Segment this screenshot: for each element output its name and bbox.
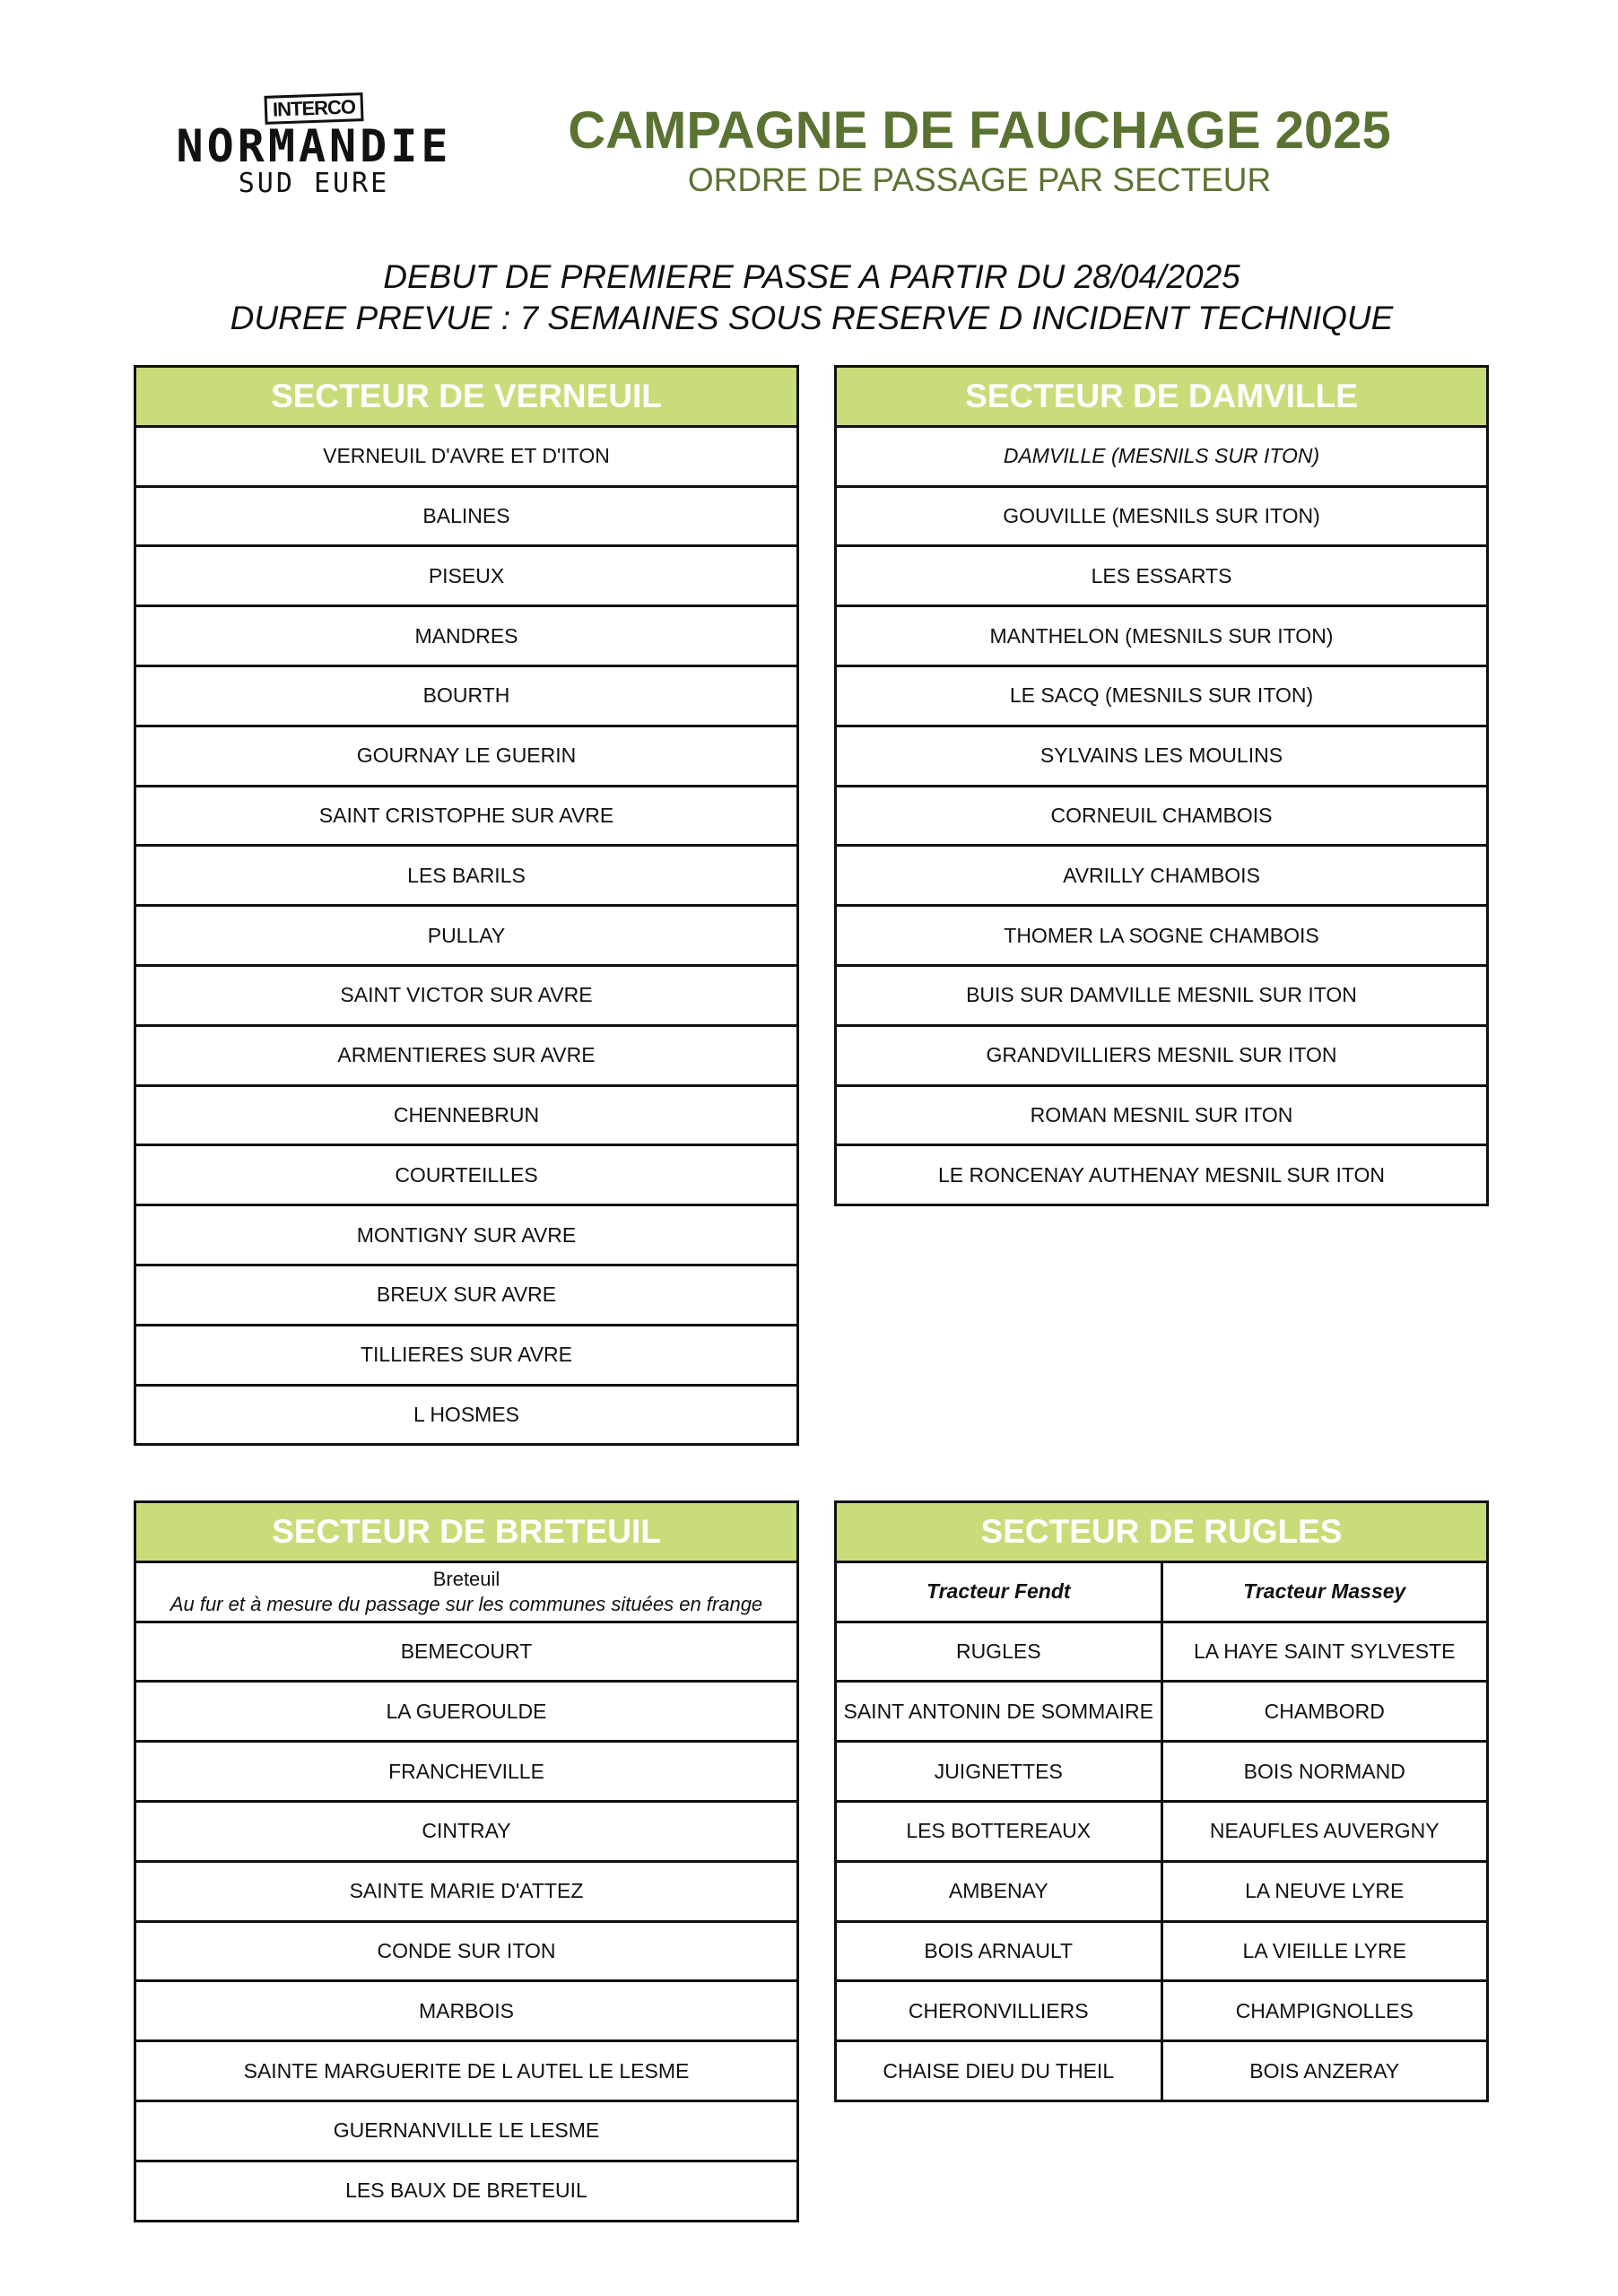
table-row	[836, 1622, 1488, 1682]
commune-cell: BOIS ANZERAY	[1161, 2041, 1488, 2101]
table-row	[836, 846, 1488, 906]
table-row	[135, 846, 798, 906]
table-row	[836, 1085, 1488, 1145]
commune-cell: FRANCHEVILLE	[135, 1742, 798, 1802]
column-header-massey: Tracteur Massey	[1161, 1561, 1488, 1622]
commune-cell: ROMAN MESNIL SUR ITON	[836, 1085, 1488, 1145]
logo-interco: INTERCO	[264, 92, 363, 125]
commune-cell: LA GUEROULDE	[135, 1682, 798, 1742]
table-row	[135, 1622, 798, 1682]
table-row	[135, 786, 798, 846]
commune-cell: MONTIGNY SUR AVRE	[135, 1205, 798, 1265]
commune-cell: LES BARILS	[135, 846, 798, 906]
table-row	[135, 1325, 798, 1385]
commune-cell: JUIGNETTES	[836, 1742, 1162, 1802]
commune-cell: CHAMBORD	[1161, 1682, 1488, 1742]
commune-cell: CHERONVILLIERS	[836, 1981, 1162, 2041]
table-row	[135, 2100, 798, 2161]
table-row	[836, 1861, 1488, 1921]
duration-line: DUREE PREVUE : 7 SEMAINES SOUS RESERVE D INCIDENT TECHNIQUE	[230, 300, 1394, 336]
start-date-line: DEBUT DE PREMIERE PASSE A PARTIR DU 28/04/2025	[383, 258, 1240, 295]
sector-header: SECTEUR DE RUGLES	[836, 1502, 1488, 1562]
table-damville	[834, 365, 1489, 1206]
commune-cell: GUERNANVILLE LE LESME	[135, 2100, 798, 2161]
table-row	[135, 2041, 798, 2101]
commune-cell: LA HAYE SAINT SYLVESTE	[1161, 1622, 1488, 1682]
table-breteuil	[134, 1500, 799, 2222]
commune-cell: CORNEUIL CHAMBOIS	[836, 786, 1488, 846]
commune-cell: L HOSMES	[135, 1385, 798, 1445]
table-row	[836, 665, 1488, 726]
table-row	[135, 426, 798, 486]
commune-cell: BOIS ARNAULT	[836, 1921, 1162, 1981]
table-row	[135, 1205, 798, 1265]
column-header-fendt: Tracteur Fendt	[836, 1561, 1162, 1622]
sector-header: SECTEUR DE VERNEUIL	[135, 367, 798, 427]
table-row	[836, 906, 1488, 966]
table-row	[135, 1921, 798, 1981]
commune-cell: BEMECOURT	[135, 1622, 798, 1682]
table-row	[836, 606, 1488, 666]
commune-cell: CHENNEBRUN	[135, 1085, 798, 1145]
commune-cell: BUIS SUR DAMVILLE MESNIL SUR ITON	[836, 965, 1488, 1025]
table-verneuil	[134, 365, 799, 1446]
commune-cell: BREUX SUR AVRE	[135, 1265, 798, 1325]
table-row	[135, 665, 798, 726]
note-text: Au fur et à mesure du passage sur les communes situées en frange	[170, 1592, 763, 1615]
table-row	[135, 1025, 798, 1085]
commune-cell: NEAUFLES AUVERGNY	[1161, 1801, 1488, 1861]
commune-cell: AVRILLY CHAMBOIS	[836, 846, 1488, 906]
schedule-info	[135, 257, 1489, 339]
commune-cell: CONDE SUR ITON	[135, 1921, 798, 1981]
logo-sud-eure: SUD EURE	[238, 168, 390, 199]
sector-header: SECTEUR DE BRETEUIL	[135, 1502, 798, 1562]
commune-cell: SAINTE MARIE D'ATTEZ	[135, 1861, 798, 1921]
commune-cell: CHAMPIGNOLLES	[1161, 1981, 1488, 2041]
commune-cell: MANDRES	[135, 606, 798, 666]
commune-cell: RUGLES	[836, 1622, 1162, 1682]
commune-cell: CHAISE DIEU DU THEIL	[836, 2041, 1162, 2101]
commune-cell: PISEUX	[135, 546, 798, 606]
commune-cell: SAINT ANTONIN DE SOMMAIRE	[836, 1682, 1162, 1742]
commune-cell: BOIS NORMAND	[1161, 1742, 1488, 1802]
table-row	[135, 1265, 798, 1325]
commune-cell: VERNEUIL D'AVRE ET D'ITON	[135, 426, 798, 486]
table-row	[135, 486, 798, 546]
commune-cell: THOMER LA SOGNE CHAMBOIS	[836, 906, 1488, 966]
commune-cell: GRANDVILLIERS MESNIL SUR ITON	[836, 1025, 1488, 1085]
table-row	[836, 1801, 1488, 1861]
breteuil-note-cell	[135, 1561, 798, 1622]
commune-cell: GOUVILLE (MESNILS SUR ITON)	[836, 486, 1488, 546]
table-row	[836, 546, 1488, 606]
commune-cell: LES BOTTEREAUX	[836, 1801, 1162, 1861]
table-row	[836, 726, 1488, 786]
commune-cell: MARBOIS	[135, 1981, 798, 2041]
commune-cell: SAINTE MARGUERITE DE L AUTEL LE LESME	[135, 2041, 798, 2101]
logo	[144, 94, 484, 211]
table-row	[135, 1682, 798, 1742]
table-row	[836, 786, 1488, 846]
commune-cell: BALINES	[135, 486, 798, 546]
table-row	[135, 2161, 798, 2221]
commune-cell: SYLVAINS LES MOULINS	[836, 726, 1488, 786]
table-row	[135, 1085, 798, 1145]
commune-cell: LA NEUVE LYRE	[1161, 1861, 1488, 1921]
commune-cell: LE SACQ (MESNILS SUR ITON)	[836, 665, 1488, 726]
table-row	[836, 486, 1488, 546]
table-row	[836, 1921, 1488, 1981]
commune-cell: SAINT CRISTOPHE SUR AVRE	[135, 786, 798, 846]
commune-cell: SAINT VICTOR SUR AVRE	[135, 965, 798, 1025]
table-row	[135, 965, 798, 1025]
commune-cell: GOURNAY LE GUERIN	[135, 726, 798, 786]
table-row	[135, 1561, 798, 1622]
table-row	[836, 965, 1488, 1025]
sector-header: SECTEUR DE DAMVILLE	[836, 367, 1488, 427]
commune-cell: ARMENTIERES SUR AVRE	[135, 1025, 798, 1085]
commune-cell: LES ESSARTS	[836, 546, 1488, 606]
page-subtitle: ORDRE DE PASSAGE PAR SECTEUR	[687, 161, 1272, 198]
commune-cell: CINTRAY	[135, 1801, 798, 1861]
table-row	[836, 1981, 1488, 2041]
table-row	[135, 1801, 798, 1861]
commune-cell: LE RONCENAY AUTHENAY MESNIL SUR ITON	[836, 1145, 1488, 1205]
table-row	[135, 1981, 798, 2041]
table-row	[836, 1742, 1488, 1802]
commune-cell: DAMVILLE (MESNILS SUR ITON)	[836, 426, 1488, 486]
commune-cell: LES BAUX DE BRETEUIL	[135, 2161, 798, 2221]
page-title: CAMPAGNE DE FAUCHAGE 2025	[568, 101, 1391, 160]
table-row	[836, 1682, 1488, 1742]
table-row	[135, 1385, 798, 1445]
table-row	[836, 2041, 1488, 2101]
logo-normandie: NORMANDIE	[176, 120, 452, 172]
table-row	[135, 1861, 798, 1921]
table-row	[135, 726, 798, 786]
commune-cell: MANTHELON (MESNILS SUR ITON)	[836, 606, 1488, 666]
commune-cell: BOURTH	[135, 665, 798, 726]
table-row	[135, 1742, 798, 1802]
commune-cell: COURTEILLES	[135, 1145, 798, 1205]
commune-cell: TILLIERES SUR AVRE	[135, 1325, 798, 1385]
commune-cell: AMBENAY	[836, 1861, 1162, 1921]
table-row	[135, 546, 798, 606]
table-row	[135, 906, 798, 966]
note-title: Breteuil	[432, 1567, 500, 1590]
commune-cell: LA VIEILLE LYRE	[1161, 1921, 1488, 1981]
table-row	[836, 1025, 1488, 1085]
table-row	[135, 606, 798, 666]
table-row	[836, 426, 1488, 486]
table-row	[135, 1145, 798, 1205]
table-rugles	[834, 1500, 1489, 2102]
table-row	[836, 1145, 1488, 1205]
commune-cell: PULLAY	[135, 906, 798, 966]
